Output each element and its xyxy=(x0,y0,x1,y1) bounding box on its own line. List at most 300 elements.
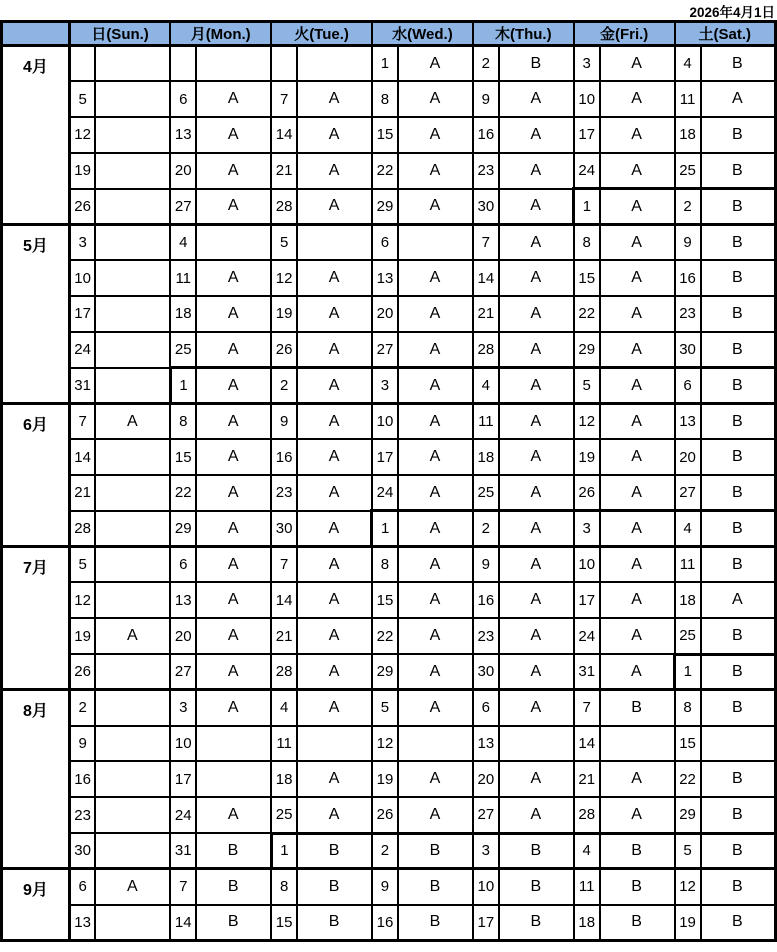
day-date xyxy=(170,46,196,82)
weekday-header-row xyxy=(2,22,776,46)
calendar-body xyxy=(2,46,776,941)
day-shift-value: A xyxy=(95,869,170,905)
day-shift-value: A xyxy=(398,403,473,439)
day-date: 25 xyxy=(170,332,196,368)
day-date: 22 xyxy=(574,296,600,332)
day-shift-value: B xyxy=(701,869,776,905)
day-date: 1 xyxy=(574,189,600,225)
day-date: 1 xyxy=(372,46,398,82)
day-date: 23 xyxy=(473,618,499,654)
day-date: 27 xyxy=(473,797,499,833)
day-shift-value xyxy=(297,224,372,260)
day-date: 21 xyxy=(69,475,95,511)
week-row xyxy=(2,332,776,368)
day-shift-value: B xyxy=(701,332,776,368)
day-date: 13 xyxy=(170,117,196,153)
day-shift-value xyxy=(196,761,271,797)
day-date: 18 xyxy=(675,582,701,618)
day-shift-value: A xyxy=(398,46,473,82)
day-date: 26 xyxy=(69,189,95,225)
day-shift-value: A xyxy=(297,654,372,690)
day-shift-value: B xyxy=(701,296,776,332)
day-date: 17 xyxy=(69,296,95,332)
day-date: 15 xyxy=(170,439,196,475)
day-date: 11 xyxy=(473,403,499,439)
day-date: 10 xyxy=(473,869,499,905)
day-shift-value xyxy=(701,726,776,762)
day-date: 6 xyxy=(473,690,499,726)
day-date: 10 xyxy=(574,81,600,117)
week-row xyxy=(2,81,776,117)
day-date: 17 xyxy=(574,582,600,618)
day-shift-value: B xyxy=(701,618,776,654)
day-date: 2 xyxy=(69,690,95,726)
day-shift-value xyxy=(499,726,574,762)
day-shift-value: A xyxy=(297,511,372,547)
day-shift-value xyxy=(95,439,170,475)
day-date: 7 xyxy=(271,547,297,583)
day-date: 3 xyxy=(574,46,600,82)
day-shift-value xyxy=(600,726,675,762)
week-row xyxy=(2,690,776,726)
day-shift-value: B xyxy=(701,368,776,404)
day-date: 4 xyxy=(574,833,600,869)
day-shift-value: A xyxy=(196,654,271,690)
week-row xyxy=(2,224,776,260)
day-date: 12 xyxy=(69,582,95,618)
day-shift-value xyxy=(297,726,372,762)
month-label: 8月 xyxy=(2,690,70,869)
week-row xyxy=(2,582,776,618)
day-date: 23 xyxy=(69,797,95,833)
day-date: 12 xyxy=(675,869,701,905)
day-shift-value: A xyxy=(499,368,574,404)
day-shift-value xyxy=(196,726,271,762)
day-date xyxy=(271,46,297,82)
day-shift-value: A xyxy=(297,117,372,153)
day-date: 29 xyxy=(675,797,701,833)
week-row xyxy=(2,905,776,941)
day-shift-value: A xyxy=(499,260,574,296)
day-date: 31 xyxy=(69,368,95,404)
day-date: 25 xyxy=(675,153,701,189)
day-date: 10 xyxy=(372,403,398,439)
day-shift-value: A xyxy=(398,296,473,332)
day-shift-value: A xyxy=(398,475,473,511)
day-header-wed: 水(Wed.) xyxy=(372,22,473,46)
day-date: 24 xyxy=(372,475,398,511)
day-shift-value: A xyxy=(600,654,675,690)
day-shift-value: B xyxy=(196,833,271,869)
day-shift-value: A xyxy=(600,260,675,296)
day-shift-value: A xyxy=(297,761,372,797)
day-date: 19 xyxy=(372,761,398,797)
day-shift-value xyxy=(95,582,170,618)
day-shift-value xyxy=(95,654,170,690)
day-shift-value: A xyxy=(398,690,473,726)
day-date: 13 xyxy=(69,905,95,941)
day-date: 22 xyxy=(372,153,398,189)
day-shift-value: A xyxy=(600,153,675,189)
week-row xyxy=(2,368,776,404)
day-shift-value: B xyxy=(499,46,574,82)
week-row xyxy=(2,511,776,547)
day-date: 20 xyxy=(170,153,196,189)
day-date: 31 xyxy=(170,833,196,869)
day-date: 23 xyxy=(473,153,499,189)
day-date: 15 xyxy=(271,905,297,941)
day-date: 4 xyxy=(170,224,196,260)
day-shift-value: B xyxy=(701,403,776,439)
day-shift-value xyxy=(95,547,170,583)
day-date: 1 xyxy=(675,654,701,690)
day-shift-value: A xyxy=(499,547,574,583)
day-shift-value xyxy=(95,475,170,511)
day-date: 9 xyxy=(675,224,701,260)
day-date: 2 xyxy=(473,46,499,82)
day-date: 26 xyxy=(271,332,297,368)
day-shift-value: A xyxy=(600,224,675,260)
day-shift-value: A xyxy=(398,153,473,189)
day-shift-value: A xyxy=(297,690,372,726)
day-shift-value: A xyxy=(398,547,473,583)
day-date: 16 xyxy=(473,117,499,153)
day-shift-value: A xyxy=(398,81,473,117)
day-shift-value: B xyxy=(499,905,574,941)
day-shift-value: A xyxy=(196,797,271,833)
day-date: 18 xyxy=(271,761,297,797)
day-date xyxy=(69,46,95,82)
week-row xyxy=(2,726,776,762)
day-shift-value: B xyxy=(499,869,574,905)
day-shift-value: A xyxy=(600,368,675,404)
day-date: 22 xyxy=(372,618,398,654)
week-row xyxy=(2,833,776,869)
day-shift-value: A xyxy=(398,582,473,618)
day-shift-value: A xyxy=(398,797,473,833)
day-date: 20 xyxy=(473,761,499,797)
day-shift-value: A xyxy=(499,153,574,189)
day-date: 16 xyxy=(271,439,297,475)
day-shift-value: B xyxy=(600,905,675,941)
document-date: 2026年4月1日 xyxy=(689,5,775,20)
day-date: 2 xyxy=(473,511,499,547)
day-shift-value: A xyxy=(600,475,675,511)
day-shift-value: B xyxy=(701,475,776,511)
day-date: 4 xyxy=(473,368,499,404)
day-date: 9 xyxy=(473,81,499,117)
day-shift-value: B xyxy=(701,905,776,941)
day-date: 5 xyxy=(372,690,398,726)
day-shift-value xyxy=(95,761,170,797)
day-date: 8 xyxy=(574,224,600,260)
month-label: 9月 xyxy=(2,869,70,941)
day-shift-value: A xyxy=(297,797,372,833)
day-shift-value: A xyxy=(196,547,271,583)
day-date: 29 xyxy=(574,332,600,368)
day-date: 13 xyxy=(372,260,398,296)
day-date: 12 xyxy=(574,403,600,439)
day-date: 21 xyxy=(271,618,297,654)
day-shift-value xyxy=(95,260,170,296)
day-shift-value: A xyxy=(196,296,271,332)
day-shift-value: A xyxy=(297,439,372,475)
day-date: 29 xyxy=(372,189,398,225)
day-date: 9 xyxy=(271,403,297,439)
day-date: 24 xyxy=(574,618,600,654)
day-date: 5 xyxy=(271,224,297,260)
day-date: 3 xyxy=(372,368,398,404)
day-shift-value: A xyxy=(600,761,675,797)
day-shift-value: B xyxy=(701,511,776,547)
day-date: 5 xyxy=(69,547,95,583)
day-date: 24 xyxy=(170,797,196,833)
day-shift-value: A xyxy=(600,797,675,833)
day-date: 19 xyxy=(271,296,297,332)
day-date: 6 xyxy=(170,81,196,117)
day-date: 9 xyxy=(473,547,499,583)
corner-cell xyxy=(2,22,70,46)
day-shift-value: A xyxy=(297,403,372,439)
day-shift-value: A xyxy=(600,403,675,439)
day-date: 12 xyxy=(372,726,398,762)
day-date: 6 xyxy=(675,368,701,404)
day-shift-value: A xyxy=(196,368,271,404)
day-date: 27 xyxy=(170,654,196,690)
day-shift-value: B xyxy=(701,690,776,726)
week-row xyxy=(2,403,776,439)
day-shift-value: A xyxy=(196,618,271,654)
day-date: 5 xyxy=(675,833,701,869)
day-date: 9 xyxy=(69,726,95,762)
day-shift-value: A xyxy=(196,189,271,225)
day-date: 24 xyxy=(574,153,600,189)
day-date: 22 xyxy=(675,761,701,797)
day-shift-value: A xyxy=(398,618,473,654)
day-header-sun: 日(Sun.) xyxy=(69,22,170,46)
day-date: 5 xyxy=(69,81,95,117)
day-shift-value xyxy=(95,189,170,225)
day-date: 16 xyxy=(372,905,398,941)
day-date: 30 xyxy=(69,833,95,869)
day-date: 30 xyxy=(473,189,499,225)
day-date: 3 xyxy=(170,690,196,726)
day-date: 8 xyxy=(372,547,398,583)
day-date: 27 xyxy=(372,332,398,368)
day-date: 2 xyxy=(271,368,297,404)
day-shift-value: B xyxy=(701,547,776,583)
day-shift-value: A xyxy=(499,224,574,260)
day-date: 24 xyxy=(69,332,95,368)
day-shift-value: A xyxy=(499,654,574,690)
day-shift-value xyxy=(95,81,170,117)
week-row xyxy=(2,654,776,690)
day-shift-value: A xyxy=(499,439,574,475)
day-date: 25 xyxy=(271,797,297,833)
day-date: 23 xyxy=(675,296,701,332)
day-shift-value: A xyxy=(196,439,271,475)
day-date: 13 xyxy=(473,726,499,762)
day-shift-value: A xyxy=(297,81,372,117)
day-shift-value: B xyxy=(701,797,776,833)
day-shift-value: B xyxy=(600,833,675,869)
day-date: 13 xyxy=(170,582,196,618)
day-shift-value: A xyxy=(398,511,473,547)
day-shift-value: B xyxy=(398,869,473,905)
day-date: 3 xyxy=(473,833,499,869)
day-shift-value: B xyxy=(701,224,776,260)
day-date: 25 xyxy=(675,618,701,654)
week-row xyxy=(2,439,776,475)
day-date: 8 xyxy=(170,403,196,439)
day-shift-value: A xyxy=(297,618,372,654)
day-date: 21 xyxy=(473,296,499,332)
day-date: 4 xyxy=(675,511,701,547)
week-row xyxy=(2,475,776,511)
day-shift-value: A xyxy=(600,189,675,225)
day-shift-value xyxy=(95,905,170,941)
day-date: 18 xyxy=(574,905,600,941)
day-shift-value: B xyxy=(297,905,372,941)
day-shift-value: A xyxy=(600,547,675,583)
week-row xyxy=(2,618,776,654)
day-date: 27 xyxy=(170,189,196,225)
day-date: 14 xyxy=(574,726,600,762)
day-date: 6 xyxy=(69,869,95,905)
day-date: 11 xyxy=(574,869,600,905)
day-date: 14 xyxy=(170,905,196,941)
day-shift-value: B xyxy=(398,905,473,941)
day-shift-value: A xyxy=(398,439,473,475)
day-date: 4 xyxy=(675,46,701,82)
day-shift-value: A xyxy=(297,189,372,225)
day-date: 6 xyxy=(170,547,196,583)
day-shift-value: B xyxy=(701,153,776,189)
day-date: 30 xyxy=(271,511,297,547)
day-date: 8 xyxy=(271,869,297,905)
day-shift-value: A xyxy=(297,260,372,296)
calendar-table xyxy=(0,20,777,942)
day-date: 7 xyxy=(574,690,600,726)
day-shift-value: B xyxy=(701,46,776,82)
day-date: 14 xyxy=(271,582,297,618)
day-date: 12 xyxy=(69,117,95,153)
day-date: 19 xyxy=(69,153,95,189)
day-date: 8 xyxy=(372,81,398,117)
day-date: 15 xyxy=(574,260,600,296)
day-date: 3 xyxy=(574,511,600,547)
day-date: 17 xyxy=(574,117,600,153)
day-shift-value: A xyxy=(499,296,574,332)
day-shift-value: B xyxy=(196,905,271,941)
day-header-sat: 土(Sat.) xyxy=(675,22,776,46)
day-shift-value xyxy=(196,224,271,260)
day-shift-value: B xyxy=(499,833,574,869)
day-shift-value: A xyxy=(600,332,675,368)
day-shift-value xyxy=(95,46,170,82)
week-row xyxy=(2,296,776,332)
day-shift-value: B xyxy=(701,117,776,153)
day-date: 11 xyxy=(675,547,701,583)
day-date: 4 xyxy=(271,690,297,726)
day-date: 17 xyxy=(372,439,398,475)
day-date: 1 xyxy=(372,511,398,547)
day-shift-value xyxy=(95,332,170,368)
day-shift-value xyxy=(95,797,170,833)
day-shift-value: A xyxy=(398,189,473,225)
day-shift-value xyxy=(398,224,473,260)
day-shift-value: A xyxy=(499,332,574,368)
day-shift-value: A xyxy=(499,81,574,117)
day-shift-value: A xyxy=(297,332,372,368)
calendar-header xyxy=(2,22,776,46)
day-shift-value xyxy=(95,511,170,547)
day-date: 12 xyxy=(271,260,297,296)
day-date: 9 xyxy=(372,869,398,905)
day-date: 28 xyxy=(69,511,95,547)
day-shift-value: B xyxy=(701,189,776,225)
day-date: 16 xyxy=(675,260,701,296)
day-date: 17 xyxy=(170,761,196,797)
day-date: 20 xyxy=(170,618,196,654)
day-shift-value: B xyxy=(600,869,675,905)
day-shift-value: B xyxy=(600,690,675,726)
day-date: 11 xyxy=(675,81,701,117)
day-shift-value: A xyxy=(196,153,271,189)
day-shift-value: B xyxy=(701,260,776,296)
day-shift-value: A xyxy=(196,690,271,726)
day-shift-value: A xyxy=(600,81,675,117)
week-row xyxy=(2,797,776,833)
day-date: 10 xyxy=(574,547,600,583)
day-shift-value: A xyxy=(499,797,574,833)
day-shift-value xyxy=(95,117,170,153)
day-date: 25 xyxy=(473,475,499,511)
day-shift-value xyxy=(196,46,271,82)
day-date: 18 xyxy=(170,296,196,332)
day-shift-value xyxy=(95,690,170,726)
day-date: 15 xyxy=(372,117,398,153)
day-shift-value: A xyxy=(196,403,271,439)
day-date: 7 xyxy=(473,224,499,260)
day-date: 20 xyxy=(372,296,398,332)
day-shift-value: A xyxy=(297,368,372,404)
week-row xyxy=(2,189,776,225)
day-date: 18 xyxy=(473,439,499,475)
day-shift-value: B xyxy=(701,761,776,797)
day-date: 19 xyxy=(69,618,95,654)
day-shift-value xyxy=(95,153,170,189)
day-shift-value: A xyxy=(95,403,170,439)
day-shift-value: A xyxy=(701,582,776,618)
day-shift-value xyxy=(95,296,170,332)
day-shift-value: A xyxy=(196,475,271,511)
day-shift-value: A xyxy=(196,81,271,117)
day-date: 15 xyxy=(372,582,398,618)
day-date: 20 xyxy=(675,439,701,475)
day-shift-value: A xyxy=(499,761,574,797)
day-shift-value: B xyxy=(701,439,776,475)
day-date: 14 xyxy=(271,117,297,153)
day-shift-value: B xyxy=(701,654,776,690)
day-date: 28 xyxy=(271,654,297,690)
day-date: 10 xyxy=(170,726,196,762)
week-row xyxy=(2,869,776,905)
day-date: 6 xyxy=(372,224,398,260)
day-date: 5 xyxy=(574,368,600,404)
day-date: 16 xyxy=(69,761,95,797)
day-date: 7 xyxy=(271,81,297,117)
